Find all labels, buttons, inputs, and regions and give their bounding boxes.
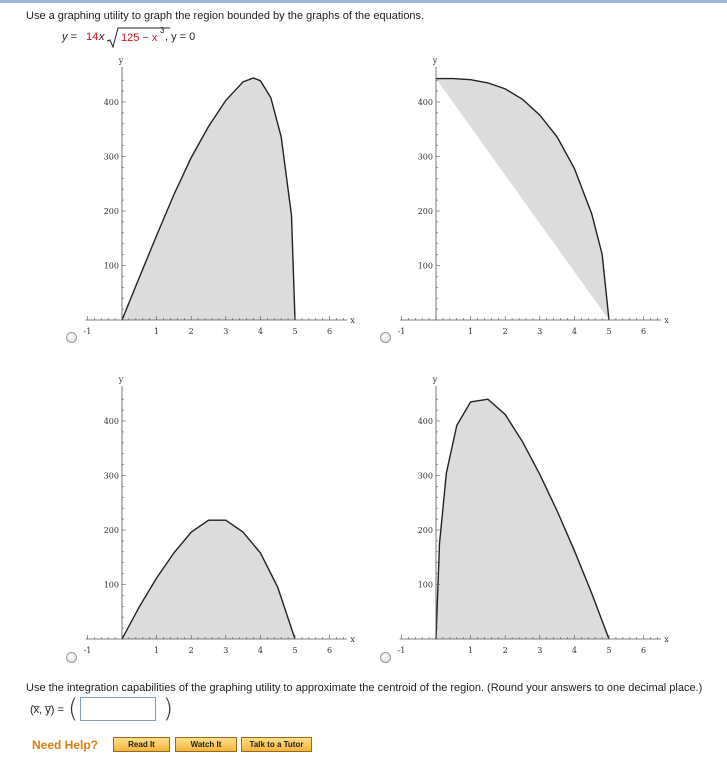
x-tick-label: -1 [83, 327, 92, 336]
x-tick-label: 4 [257, 646, 263, 655]
x-tick-label: 1 [468, 646, 474, 655]
eq-radicand: 125 − x [121, 32, 158, 44]
graph-choice-b-svg [374, 55, 674, 365]
graph-choice-a-svg [60, 55, 360, 365]
x-tick-label: -1 [397, 646, 406, 655]
problem-prompt: Use a graphing utility to graph the region bounded by the graphs of the equations. [26, 10, 425, 22]
x-axis-label: x [664, 635, 669, 644]
eq-lhs: y = [62, 31, 77, 43]
x-tick-label: 1 [154, 327, 160, 336]
eq-tail: , y = 0 [165, 31, 196, 43]
close-paren: ) [163, 694, 174, 724]
region-fill [122, 78, 295, 320]
y-tick-label: 300 [417, 152, 433, 162]
region-fill [122, 520, 295, 639]
x-tick-label: 2 [188, 646, 194, 655]
x-tick-label: 1 [468, 327, 474, 336]
watch-it-button[interactable]: Watch It [175, 737, 237, 752]
x-axis-label: x [350, 316, 355, 325]
x-tick-label: 5 [606, 646, 612, 655]
x-tick-label: 4 [571, 327, 577, 336]
x-axis-label: x [664, 316, 669, 325]
eq-coef: 14 [86, 31, 99, 43]
x-tick-label: 6 [641, 327, 647, 336]
y-axis-label: y [432, 56, 438, 65]
x-tick-label: 3 [537, 646, 543, 655]
y-tick-label: 200 [417, 207, 433, 216]
region-fill [436, 399, 609, 639]
graph-choice-d-svg [374, 374, 674, 684]
graph-choice-a [60, 55, 360, 365]
y-tick-label: 100 [417, 580, 433, 590]
x-tick-label: -1 [83, 646, 92, 655]
y-tick-label: 100 [417, 261, 433, 271]
top-border [0, 0, 727, 3]
centroid-label: (x̅, y̅) = [30, 704, 64, 716]
x-axis-label: x [350, 635, 355, 644]
y-tick-label: 400 [417, 98, 433, 107]
x-tick-label: 3 [223, 646, 229, 655]
x-tick-label: 2 [188, 327, 194, 336]
open-paren: ( [68, 694, 79, 724]
graph-choice-d [374, 374, 674, 684]
centroid-answer-input[interactable] [80, 697, 156, 721]
y-tick-label: 400 [417, 417, 433, 426]
x-tick-label: 5 [606, 327, 612, 336]
y-tick-label: 200 [103, 526, 119, 535]
x-tick-label: 5 [292, 327, 298, 336]
centroid-question: Use the integration capabilities of the graphing utility to approximate the centroid of the region. (Round your answers to one decimal place.) [26, 682, 703, 694]
eq-exponent: 3 [160, 26, 165, 35]
x-tick-label: 1 [154, 646, 160, 655]
y-tick-label: 200 [103, 207, 119, 216]
y-tick-label: 300 [417, 471, 433, 481]
y-tick-label: 200 [417, 526, 433, 535]
x-tick-label: 6 [641, 646, 647, 655]
graph-choice-c-svg [60, 374, 360, 684]
x-tick-label: 4 [571, 646, 577, 655]
y-axis-label: y [118, 56, 124, 65]
y-tick-label: 400 [103, 417, 119, 426]
x-tick-label: 5 [292, 646, 298, 655]
x-tick-label: 6 [327, 646, 333, 655]
region-fill [436, 79, 609, 320]
eq-x: x [99, 31, 105, 43]
y-tick-label: 300 [103, 471, 119, 481]
x-tick-label: 6 [327, 327, 333, 336]
x-tick-label: 2 [502, 327, 508, 336]
x-tick-label: 2 [502, 646, 508, 655]
y-axis-label: y [118, 375, 124, 384]
y-tick-label: 400 [103, 98, 119, 107]
talk-to-tutor-button[interactable]: Talk to a Tutor [241, 737, 312, 752]
graph-choice-c [60, 374, 360, 684]
x-tick-label: 3 [223, 327, 229, 336]
y-tick-label: 300 [103, 152, 119, 162]
x-tick-label: 3 [537, 327, 543, 336]
need-help-label: Need Help? [32, 738, 99, 752]
x-tick-label: 4 [257, 327, 263, 336]
x-tick-label: -1 [397, 327, 406, 336]
y-tick-label: 100 [103, 261, 119, 271]
y-axis-label: y [432, 375, 438, 384]
y-tick-label: 100 [103, 580, 119, 590]
graph-choice-b [374, 55, 674, 365]
read-it-button[interactable]: Read It [113, 737, 170, 752]
